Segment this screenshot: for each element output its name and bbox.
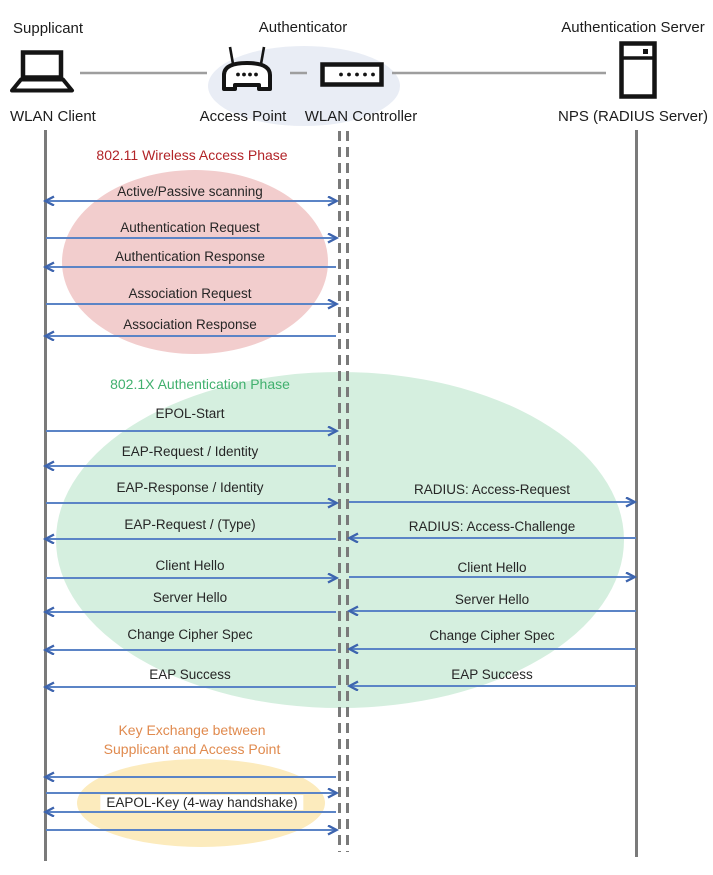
actor-title-authenticator: Authenticator xyxy=(258,19,348,36)
phase1-title: 802.11 Wireless Access Phase xyxy=(96,147,288,163)
message-label: EAP-Response / Identity xyxy=(116,480,264,495)
message-label: RADIUS: Access-Request xyxy=(413,482,571,497)
actor-title-supplicant: Supplicant xyxy=(13,20,84,37)
message-label: Client Hello xyxy=(457,560,527,575)
device-label-wlan-controller: WLAN Controller xyxy=(304,108,418,125)
message-label: Server Hello xyxy=(454,592,530,607)
message-label: Change Cipher Spec xyxy=(429,628,555,643)
message-label: RADIUS: Access-Challenge xyxy=(408,519,576,534)
message-label: Authentication Response xyxy=(114,249,266,264)
message-label: Server Hello xyxy=(152,590,228,605)
device-label-nps: NPS (RADIUS Server) xyxy=(557,108,709,125)
wlan-controller-icon xyxy=(320,62,384,87)
server-icon xyxy=(619,41,657,99)
device-label-wlan-client: WLAN Client xyxy=(10,108,96,125)
message-label: EAP-Request / Identity xyxy=(121,444,259,459)
laptop-icon xyxy=(10,50,76,94)
device-label-access-point: Access Point xyxy=(199,108,287,125)
access-point-icon xyxy=(216,44,278,94)
actor-title-authentication-server: Authentication Server xyxy=(561,19,705,36)
message-label: Change Cipher Spec xyxy=(127,627,253,642)
phase2-title: 802.1X Authentication Phase xyxy=(110,376,290,392)
message-label: Authentication Request xyxy=(120,220,260,235)
message-label: Active/Passive scanning xyxy=(117,184,263,199)
phase3-title-line1: Key Exchange between xyxy=(118,722,266,738)
message-label: EAP Success xyxy=(451,667,533,682)
message-label: Association Request xyxy=(128,286,252,301)
message-label: EAP Success xyxy=(149,667,231,682)
message-label-eapol-key: EAPOL-Key (4-way handshake) xyxy=(100,795,303,810)
message-label: Association Response xyxy=(123,317,257,332)
message-label: Client Hello xyxy=(155,558,225,573)
phase3-title-line2: Supplicant and Access Point xyxy=(103,741,281,757)
message-label: EAP-Request / (Type) xyxy=(124,517,256,532)
message-label: EPOL-Start xyxy=(155,406,225,421)
